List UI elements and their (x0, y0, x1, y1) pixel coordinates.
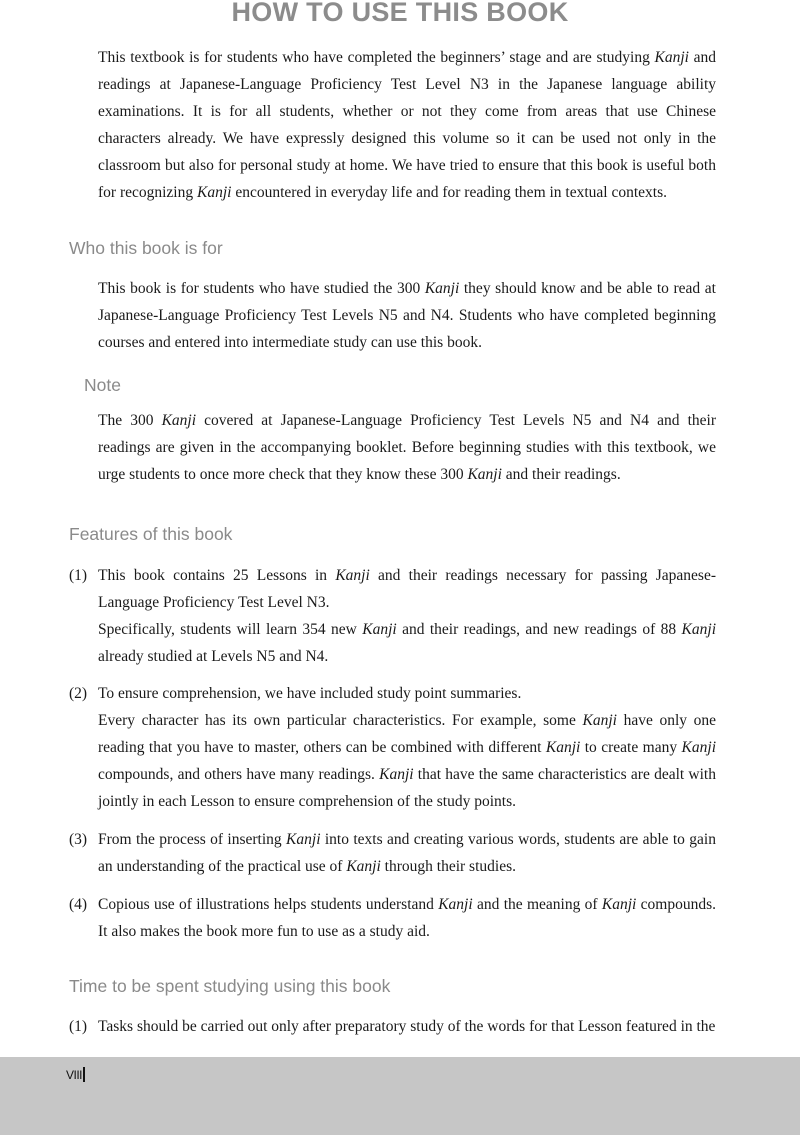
intro-paragraph (98, 44, 716, 206)
kanji-term: Kanji (681, 739, 716, 756)
kanji-term: Kanji (286, 831, 321, 848)
kanji-term: Kanji (362, 621, 397, 638)
list-number: (3) (69, 831, 88, 848)
footer-band (0, 1057, 800, 1135)
line-text: to create many (580, 739, 682, 756)
line-text: Specifically, students will learn 354 new (98, 621, 363, 638)
who-for-text: they should know and be able to read at Japanese-Language Proficiency Test Levels N5 and N4. Students who have completed beginning courses and entered into intermediate study can use this book. (98, 280, 716, 351)
note-text: and their readings. (501, 466, 621, 483)
list-line (98, 1013, 716, 1040)
kanji-term: Kanji (467, 466, 502, 483)
list-body (98, 891, 716, 945)
line-text: Tasks should be carried out only after preparatory study of the words for that Lesson featured in the (98, 1018, 716, 1035)
line-text: compounds. It also makes the book more fun to use as a study aid. (98, 896, 716, 940)
list-body (98, 826, 716, 880)
intro-text: encountered in everyday life and for reading them in textual contexts. (231, 184, 668, 201)
page-title: HOW TO USE THIS BOOK (231, 0, 569, 27)
list-line (98, 616, 716, 670)
list-number: (2) (69, 685, 88, 702)
list-line (98, 826, 716, 880)
kanji-term: Kanji (197, 184, 232, 201)
line-text: compounds, and others have many readings. (98, 766, 380, 783)
kanji-term: Kanji (335, 567, 370, 584)
kanji-term: Kanji (582, 712, 617, 729)
kanji-term: Kanji (654, 49, 689, 66)
list-number: (1) (69, 567, 88, 584)
list-number: (4) (69, 896, 88, 913)
list-line (98, 562, 716, 616)
section-heading-time: Time to be spent studying using this book (69, 976, 391, 996)
line-text: that have the same characteristics are dealt with jointly in each Lesson to ensure comprehension of the study points. (98, 766, 716, 810)
line-text: into texts and creating various words, students are able to gain an understanding of the practical use of (98, 831, 716, 875)
list-line (98, 680, 716, 707)
line-text: From the process of inserting (98, 831, 287, 848)
note-text: covered at Japanese-Language Proficiency Test Levels N5 and N4 and their readings are given in the accompanying booklet. Before beginning studies with this textbook, we urge students to once more check that they know these 300 (98, 412, 716, 483)
line-text: and their readings, and new readings of 88 (396, 621, 682, 638)
page-number-text: VIII (66, 1068, 83, 1082)
kanji-term: Kanji (161, 412, 197, 429)
line-text: This book contains 25 Lessons in (98, 567, 336, 584)
line-text: Every character has its own particular characteristics. For example, some (98, 712, 583, 729)
page-number (66, 1067, 85, 1083)
line-text: and their readings necessary for passing Japanese-Language Proficiency Test Level N3. (98, 567, 716, 611)
section-heading-who-for: Who this book is for (69, 238, 223, 258)
list-body (98, 562, 716, 670)
list-line (98, 891, 716, 945)
kanji-term: Kanji (601, 896, 637, 913)
section-heading-note: Note (84, 375, 121, 395)
note-paragraph (98, 407, 716, 488)
intro-text: This textbook is for students who have completed the beginners’ stage and are studying (98, 49, 655, 66)
kanji-term: Kanji (545, 739, 581, 756)
kanji-term: Kanji (438, 896, 473, 913)
line-text: have only one reading that you have to master, others can be combined with different (98, 712, 717, 756)
line-text: To ensure comprehension, we have included study point summaries. (98, 685, 522, 702)
note-text: The 300 (98, 412, 162, 429)
list-body (98, 1013, 716, 1040)
kanji-term: Kanji (681, 621, 716, 638)
line-text: already studied at Levels N5 and N4. (98, 648, 329, 665)
list-number: (1) (69, 1018, 88, 1035)
line-text: Copious use of illustrations helps students understand (98, 896, 439, 913)
page-number-divider (83, 1067, 85, 1082)
line-text: through their studies. (380, 858, 516, 875)
kanji-term: Kanji (346, 858, 381, 875)
who-for-text: This book is for students who have studied the 300 (98, 280, 425, 297)
line-text: and the meaning of (472, 896, 602, 913)
list-line (98, 707, 716, 815)
intro-text: and readings at Japanese-Language Proficiency Test Level N3 in the Japanese language ability examinations. It is for all students, whether or not they come from areas that use Chinese characters already. We have expressly designed this volume so it can be used not only in the classroom but also for personal study at home. We have tried to ensure that this book is useful both for recognizing (98, 49, 716, 201)
kanji-term: Kanji (379, 766, 414, 783)
section-heading-features: Features of this book (69, 524, 233, 544)
who-for-paragraph (98, 275, 716, 356)
kanji-term: Kanji (424, 280, 460, 297)
list-body (98, 680, 716, 815)
